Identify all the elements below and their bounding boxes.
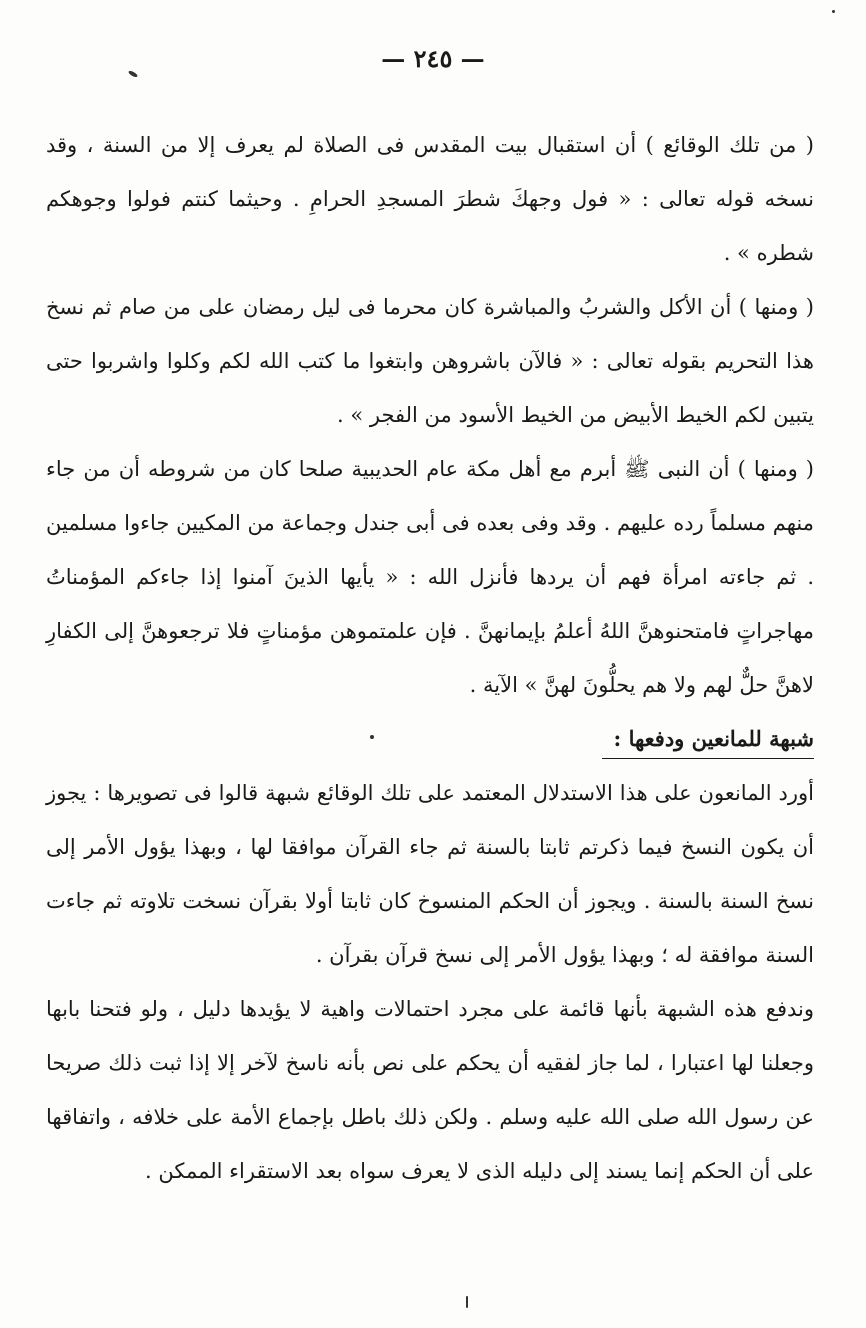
section-heading-wrapper bbox=[46, 712, 814, 766]
scan-speck bbox=[832, 10, 835, 13]
scan-speck bbox=[370, 735, 374, 739]
section-heading: شبهة للمانعين ودفعها : bbox=[602, 720, 814, 759]
page-number: — ٢٤٥ — bbox=[381, 44, 485, 73]
paragraph-qibla: ( من تلك الوقائع ) أن استقبال بيت المقدس فى الصلاة لم يعرف إلا من السنة ، وقد نسخه قوله تعالى : « فول وجهكَ شطرَ المسجدِ الحرامِ . وحيثما كنتم فولوا وجوهكم شطره » . bbox=[46, 133, 814, 265]
scan-speck bbox=[466, 1296, 468, 1308]
paragraph-hudaybiyya: ( ومنها ) أن النبى ﷺ أبرم مع أهل مكة عام الحديبية صلحا كان من شروطه أن من جاء منهم مسلماً رده عليهم . وقد وفى بعده فى أبى جندل وجماعة من المكيين جاءوا مسلمين . ثم جاءته امرأة فهم أن يردها فأنزل الله : « يأيها الذينَ آمنوا إذا جاءكم المؤمناتُ مهاجراتٍ فامتحنوهنَّ اللهُ أعلمُ بإيمانهنَّ . فإن علمتموهن مؤمناتٍ فلا ترجعوهنَّ إلى الكفارِ لاهنَّ حلٌّ لهم ولا هم يحلُّونَ لهنَّ » الآية . bbox=[46, 457, 814, 697]
paragraph-ramadan: ( ومنها ) أن الأكل والشربُ والمباشرة كان محرما فى ليل رمضان على من صام ثم نسخ هذا التحريم بقوله تعالى : « فالآن باشروهن وابتغوا ما كتب الله لكم وكلوا واشربوا حتى يتبين لكم الخيط الأبيض من الخيط الأسود من الفجر » . bbox=[46, 295, 814, 427]
page-body bbox=[46, 118, 814, 1198]
paragraph-rebuttal: وندفع هذه الشبهة بأنها قائمة على مجرد احتمالات واهية لا يؤيدها دليل ، ولو فتحنا بابها وجعلنا لها اعتبارا ، لما جاز لفقيه أن يحكم على نص بأنه ناسخ لآخر إلا إذا ثبت ذلك صريحا عن رسول الله صلى الله عليه وسلم . ولكن ذلك باطل بإجماع الأمة على خلافه ، واتفاقها على أن الحكم إنما يسند إلى دليله الذى لا يعرف سواه بعد الاستقراء الممكن . bbox=[46, 997, 814, 1183]
paragraph-objection: أورد المانعون على هذا الاستدلال المعتمد على تلك الوقائع شبهة قالوا فى تصويرها : يجوز أن يكون النسخ فيما ذكرتم ثابتا بالسنة ثم جاء القرآن موافقا لها ، وبهذا يؤول الأمر إلى نسخ السنة بالسنة . ويجوز أن الحكم المنسوخ كان ثابتا أولا بقرآن نسخت تلاوته ثم جاءت السنة موافقة له ؛ وبهذا يؤول الأمر إلى نسخ قرآن بقرآن . bbox=[46, 781, 814, 967]
